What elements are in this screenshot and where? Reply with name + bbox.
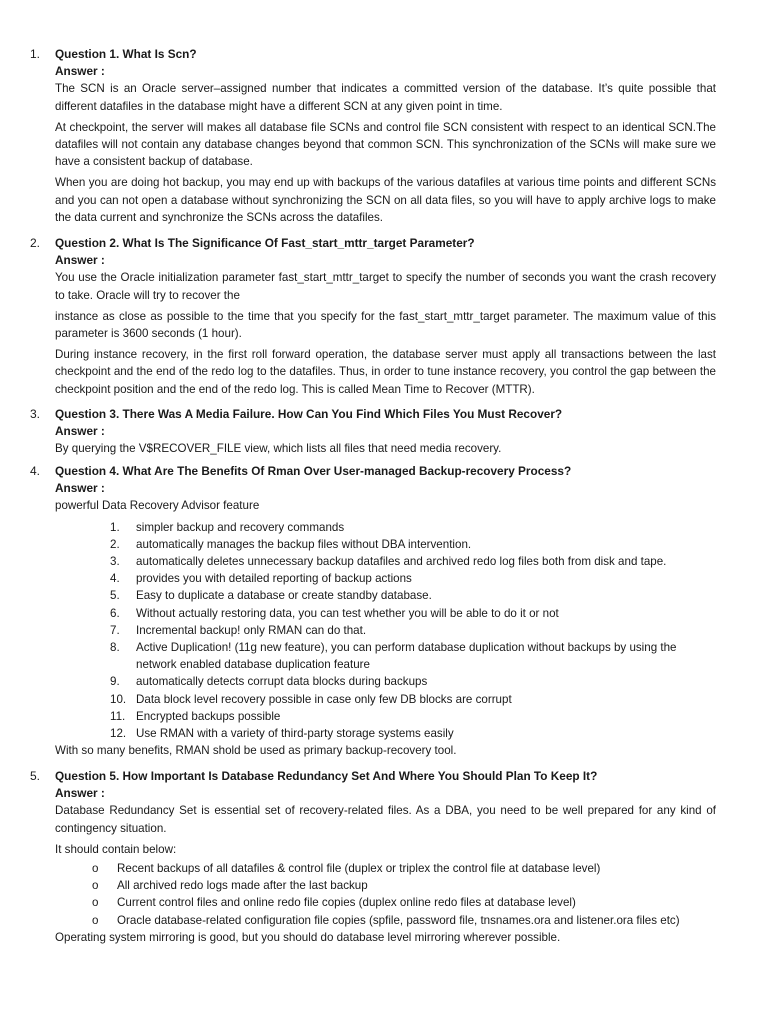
list-item: o Current control files and online redo file copies (duplex online redo files at database level) <box>92 896 576 910</box>
answer-label: Answer : <box>55 253 105 268</box>
answer-paragraph: The SCN is an Oracle server–assigned number that indicates a committed version of the database. It’s quite possible that different datafiles in the database might have a different SCN at any given point in time. <box>55 82 716 113</box>
question-title: Question 3. There Was A Media Failure. How Can You Find Which Files You Must Recover? <box>55 407 563 421</box>
answer-label: Answer : <box>55 786 105 801</box>
question-number: 1. <box>30 47 41 61</box>
question-number: 4. <box>30 464 41 478</box>
list-item: o All archived redo logs made after the last backup <box>92 879 368 893</box>
answer-paragraph: instance as close as possible to the time that you specify for the fast_start_mttr_target parameter. The maximum value of this parameter is 3600 seconds (1 hour). <box>55 309 716 341</box>
list-item: 11. Encrypted backups possible <box>110 709 281 723</box>
question-title: Question 1. What Is Scn? <box>55 47 197 61</box>
question-title: Question 4. What Are The Benefits Of Rman Over User-managed Backup-recovery Process? <box>55 464 572 478</box>
answer-paragraph: You use the Oracle initialization parameter fast_start_mttr_target to specify the number of seconds you want the crash recovery to take. Oracle will try to recover the <box>55 271 716 302</box>
answer-paragraph: By querying the V$RECOVER_FILE view, which lists all files that need media recovery. <box>55 442 502 456</box>
list-item: 10. Data block level recovery possible in case only few DB blocks are corrupt <box>110 692 512 706</box>
list-item: o Recent backups of all datafiles & control file (duplex or triplex the control file at database level) <box>92 862 601 876</box>
answer-label: Answer : <box>55 424 105 439</box>
list-item: 2. automatically manages the backup files without DBA intervention. <box>110 537 472 551</box>
list-item: 9. automatically detects corrupt data blocks during backups <box>110 675 428 689</box>
list-item: 7. Incremental backup! only RMAN can do that. <box>110 623 367 637</box>
list-item: 1. simpler backup and recovery commands <box>110 520 345 534</box>
list-item: 4. provides you with detailed reporting of backup actions <box>110 572 412 586</box>
list-item: 6. Without actually restoring data, you can test whether you will be able to do it or not <box>110 606 559 620</box>
question-number: 3. <box>30 407 41 421</box>
benefits-list <box>55 519 716 743</box>
question-title: Question 5. How Important Is Database Redundancy Set And Where You Should Plan To Keep It? <box>55 769 598 783</box>
answer-paragraph: At checkpoint, the server will makes all database file SCNs and control file SCN consistent with respect to an identical SCN.The datafiles will not contain any database changes beyond that common SCN. This synchronization of the SCNs will make sure we have a consistent backup of database. <box>55 120 716 169</box>
answer-paragraph: Database Redundancy Set is essential set of recovery-related files. As a DBA, you need to be well prepared for any kind of contingency situation. <box>55 804 716 835</box>
question-number: 2. <box>30 236 41 250</box>
list-item: 5. Easy to duplicate a database or create standby database. <box>110 589 432 603</box>
list-item: o Oracle database-related configuration file copies (spfile, password file, tnsnames.ora and listener.ora files etc) <box>92 913 680 927</box>
question-number: 5. <box>30 769 41 783</box>
redundancy-set-list <box>55 860 716 929</box>
answer-label: Answer : <box>55 64 105 79</box>
question-title: Question 2. What Is The Significance Of Fast_start_mttr_target Parameter? <box>55 236 475 250</box>
answer-label: Answer : <box>55 481 105 496</box>
answer-closing: With so many benefits, RMAN shold be used as primary backup-recovery tool. <box>55 744 457 758</box>
answer-paragraph: During instance recovery, in the first roll forward operation, the database server must apply all transactions between the last checkpoint and the end of the redo log to the datafiles. Thus, in order to tune instance recovery, you control the gap between the checkpoint position and the end of the redo log. This is called Mean Time to Recover (MTTR). <box>55 348 716 396</box>
list-item: 3. automatically deletes unnecessary backup datafiles and archived redo log files both from disk and tape. <box>110 555 667 569</box>
list-item: 12. Use RMAN with a variety of third-party storage systems easily <box>110 727 454 741</box>
answer-paragraph: When you are doing hot backup, you may end up with backups of the various datafiles at various time points and different SCNs and you can not open a database without synchronizing the SCN on all data files, so you will have to apply archive logs to make the data current and synchronize the SCNs across the datafiles. <box>55 176 716 224</box>
answer-intro: powerful Data Recovery Advisor feature <box>55 499 260 513</box>
answer-closing: Operating system mirroring is good, but you should do database level mirroring wherever possible. <box>55 930 561 944</box>
list-item: 8. Active Duplication! (11g new feature), you can perform database duplication without backups by using the network enabled database duplication feature <box>110 641 677 672</box>
answer-paragraph: It should contain below: <box>55 842 177 856</box>
